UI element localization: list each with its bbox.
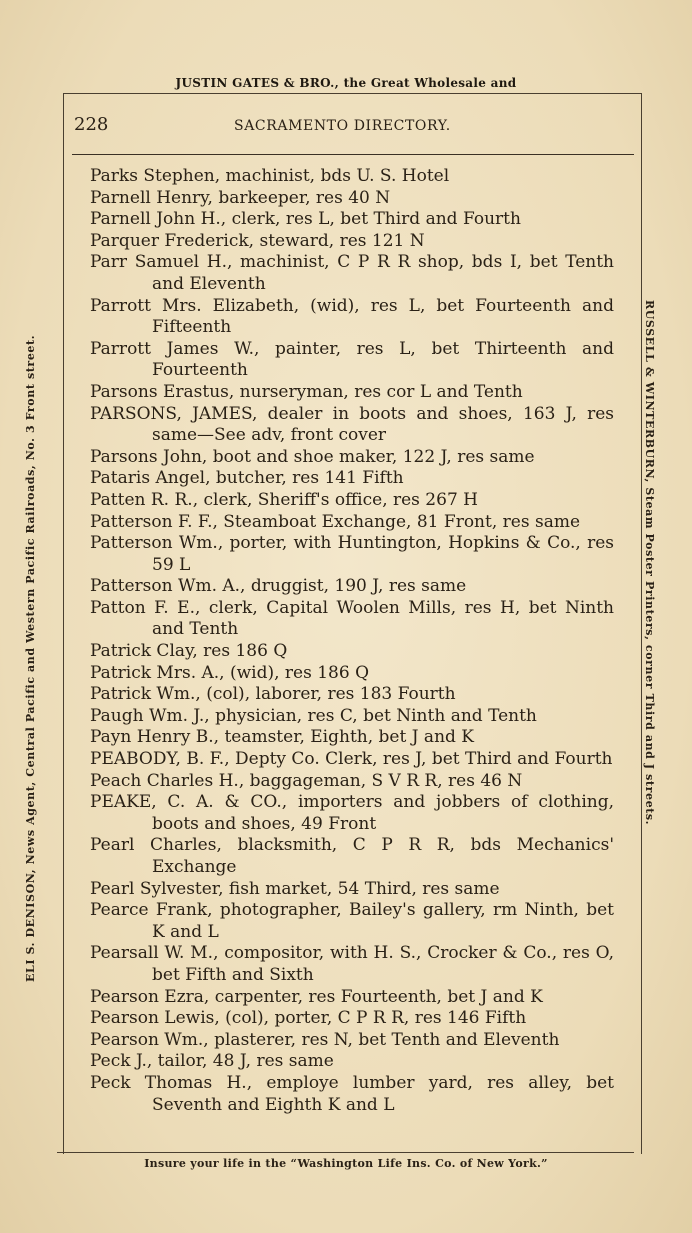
directory-entry: Pearson Lewis, (col), porter, C P R R, res 146 Fifth: [90, 1008, 527, 1029]
directory-entry: Parrott James W., painter, res L, bet Thirteenth and Fourteenth: [90, 338, 614, 381]
page-frame-bottom-rule: [57, 1152, 634, 1153]
directory-entry: Peck J., tailor, 48 J, res same: [90, 1051, 334, 1072]
directory-entry: Pearsall W. M., compositor, with H. S., Crocker & Co., res O, bet Fifth and Sixth: [90, 943, 614, 985]
directory-entry: Pataris Angel, butcher, res 141 Fifth: [90, 468, 404, 489]
directory-entry: PEAKE, C. A. & CO., importers and jobbers of clothing, boots and shoes, 49 Front: [90, 792, 614, 834]
header-rule: [72, 154, 634, 155]
directory-entry: Patterson Wm. A., druggist, 190 J, res same: [90, 576, 467, 597]
directory-entry: Parks Stephen, machinist, bds U. S. Hotel: [90, 166, 450, 186]
directory-entry: Patten R. R., clerk, Sheriff's office, res 267 H: [90, 489, 478, 510]
directory-entries: [90, 166, 614, 1116]
directory-entry: Parr Samuel H., machinist, C P R R shop, bds I, bet Tenth and Eleventh: [90, 252, 614, 294]
running-head: SACRAMENTO DIRECTORY.: [234, 118, 451, 134]
directory-entry: Patton F. E., clerk, Capital Woolen Mills, res H, bet Ninth and Tenth: [90, 597, 614, 640]
directory-entry: Patterson Wm., porter, with Huntington, Hopkins & Co., res 59 L: [90, 533, 614, 575]
directory-entry: Patrick Clay, res 186 Q: [90, 641, 288, 662]
directory-entry: Parnell Henry, barkeeper, res 40 N: [90, 187, 391, 208]
directory-entry: Parquer Frederick, steward, res 121 N: [90, 230, 425, 251]
directory-entry: Patrick Wm., (col), laborer, res 183 Fourth: [90, 684, 456, 705]
directory-entry: Parsons Erastus, nurseryman, res cor L and Tenth: [90, 381, 523, 402]
directory-entry: Parnell John H., clerk, res L, bet Third and Fourth: [90, 209, 521, 230]
directory-entry: Parrott Mrs. Elizabeth, (wid), res L, bet Fourteenth and Fifteenth: [90, 295, 614, 338]
directory-entry: Pearson Ezra, carpenter, res Fourteenth, bet J and K: [90, 986, 543, 1007]
directory-entry: Patterson F. F., Steamboat Exchange, 81 Front, res same: [90, 511, 581, 532]
directory-entry: Peach Charles H., baggageman, S V R R, res 46 N: [90, 770, 523, 791]
directory-entry: Pearl Charles, blacksmith, C P R R, bds Mechanics' Exchange: [90, 835, 614, 877]
directory-entry: Pearson Wm., plasterer, res N, bet Tenth and Eleventh: [90, 1029, 560, 1050]
directory-entry: Pearl Sylvester, fish market, 54 Third, res same: [90, 878, 500, 899]
bottom-advertisement: Insure your life in the “Washington Life Ins. Co. of New York.”: [144, 1157, 548, 1170]
directory-entry: Patrick Mrs. A., (wid), res 186 Q: [90, 662, 370, 683]
directory-entry: Paugh Wm. J., physician, res C, bet Ninth and Tenth: [90, 705, 537, 726]
top-advertisement: JUSTIN GATES & BRO., the Great Wholesale and: [175, 76, 517, 90]
right-margin-advertisement: RUSSELL & WINTERBURN, Steam Poster Printers, corner Third and J streets.: [643, 300, 656, 826]
directory-entry: Pearce Frank, photographer, Bailey's gallery, rm Ninth, bet K and L: [90, 900, 614, 942]
directory-entry: Peck Thomas H., employe lumber yard, res alley, bet Seventh and Eighth K and L: [90, 1072, 614, 1115]
left-margin-advertisement: ELI S. DENISON, News Agent, Central Pacific and Western Pacific Railroads, No. 3 Front street.: [24, 334, 37, 982]
directory-entry: PARSONS, JAMES, dealer in boots and shoes, 163 J, res same—See adv, front cover: [90, 403, 614, 446]
directory-entry: Parsons John, boot and shoe maker, 122 J, res same: [90, 446, 535, 467]
page-number: 228: [74, 114, 109, 135]
directory-entry: PEABODY, B. F., Depty Co. Clerk, res J, bet Third and Fourth: [90, 749, 613, 770]
directory-entry: Payn Henry B., teamster, Eighth, bet J and K: [90, 727, 475, 748]
